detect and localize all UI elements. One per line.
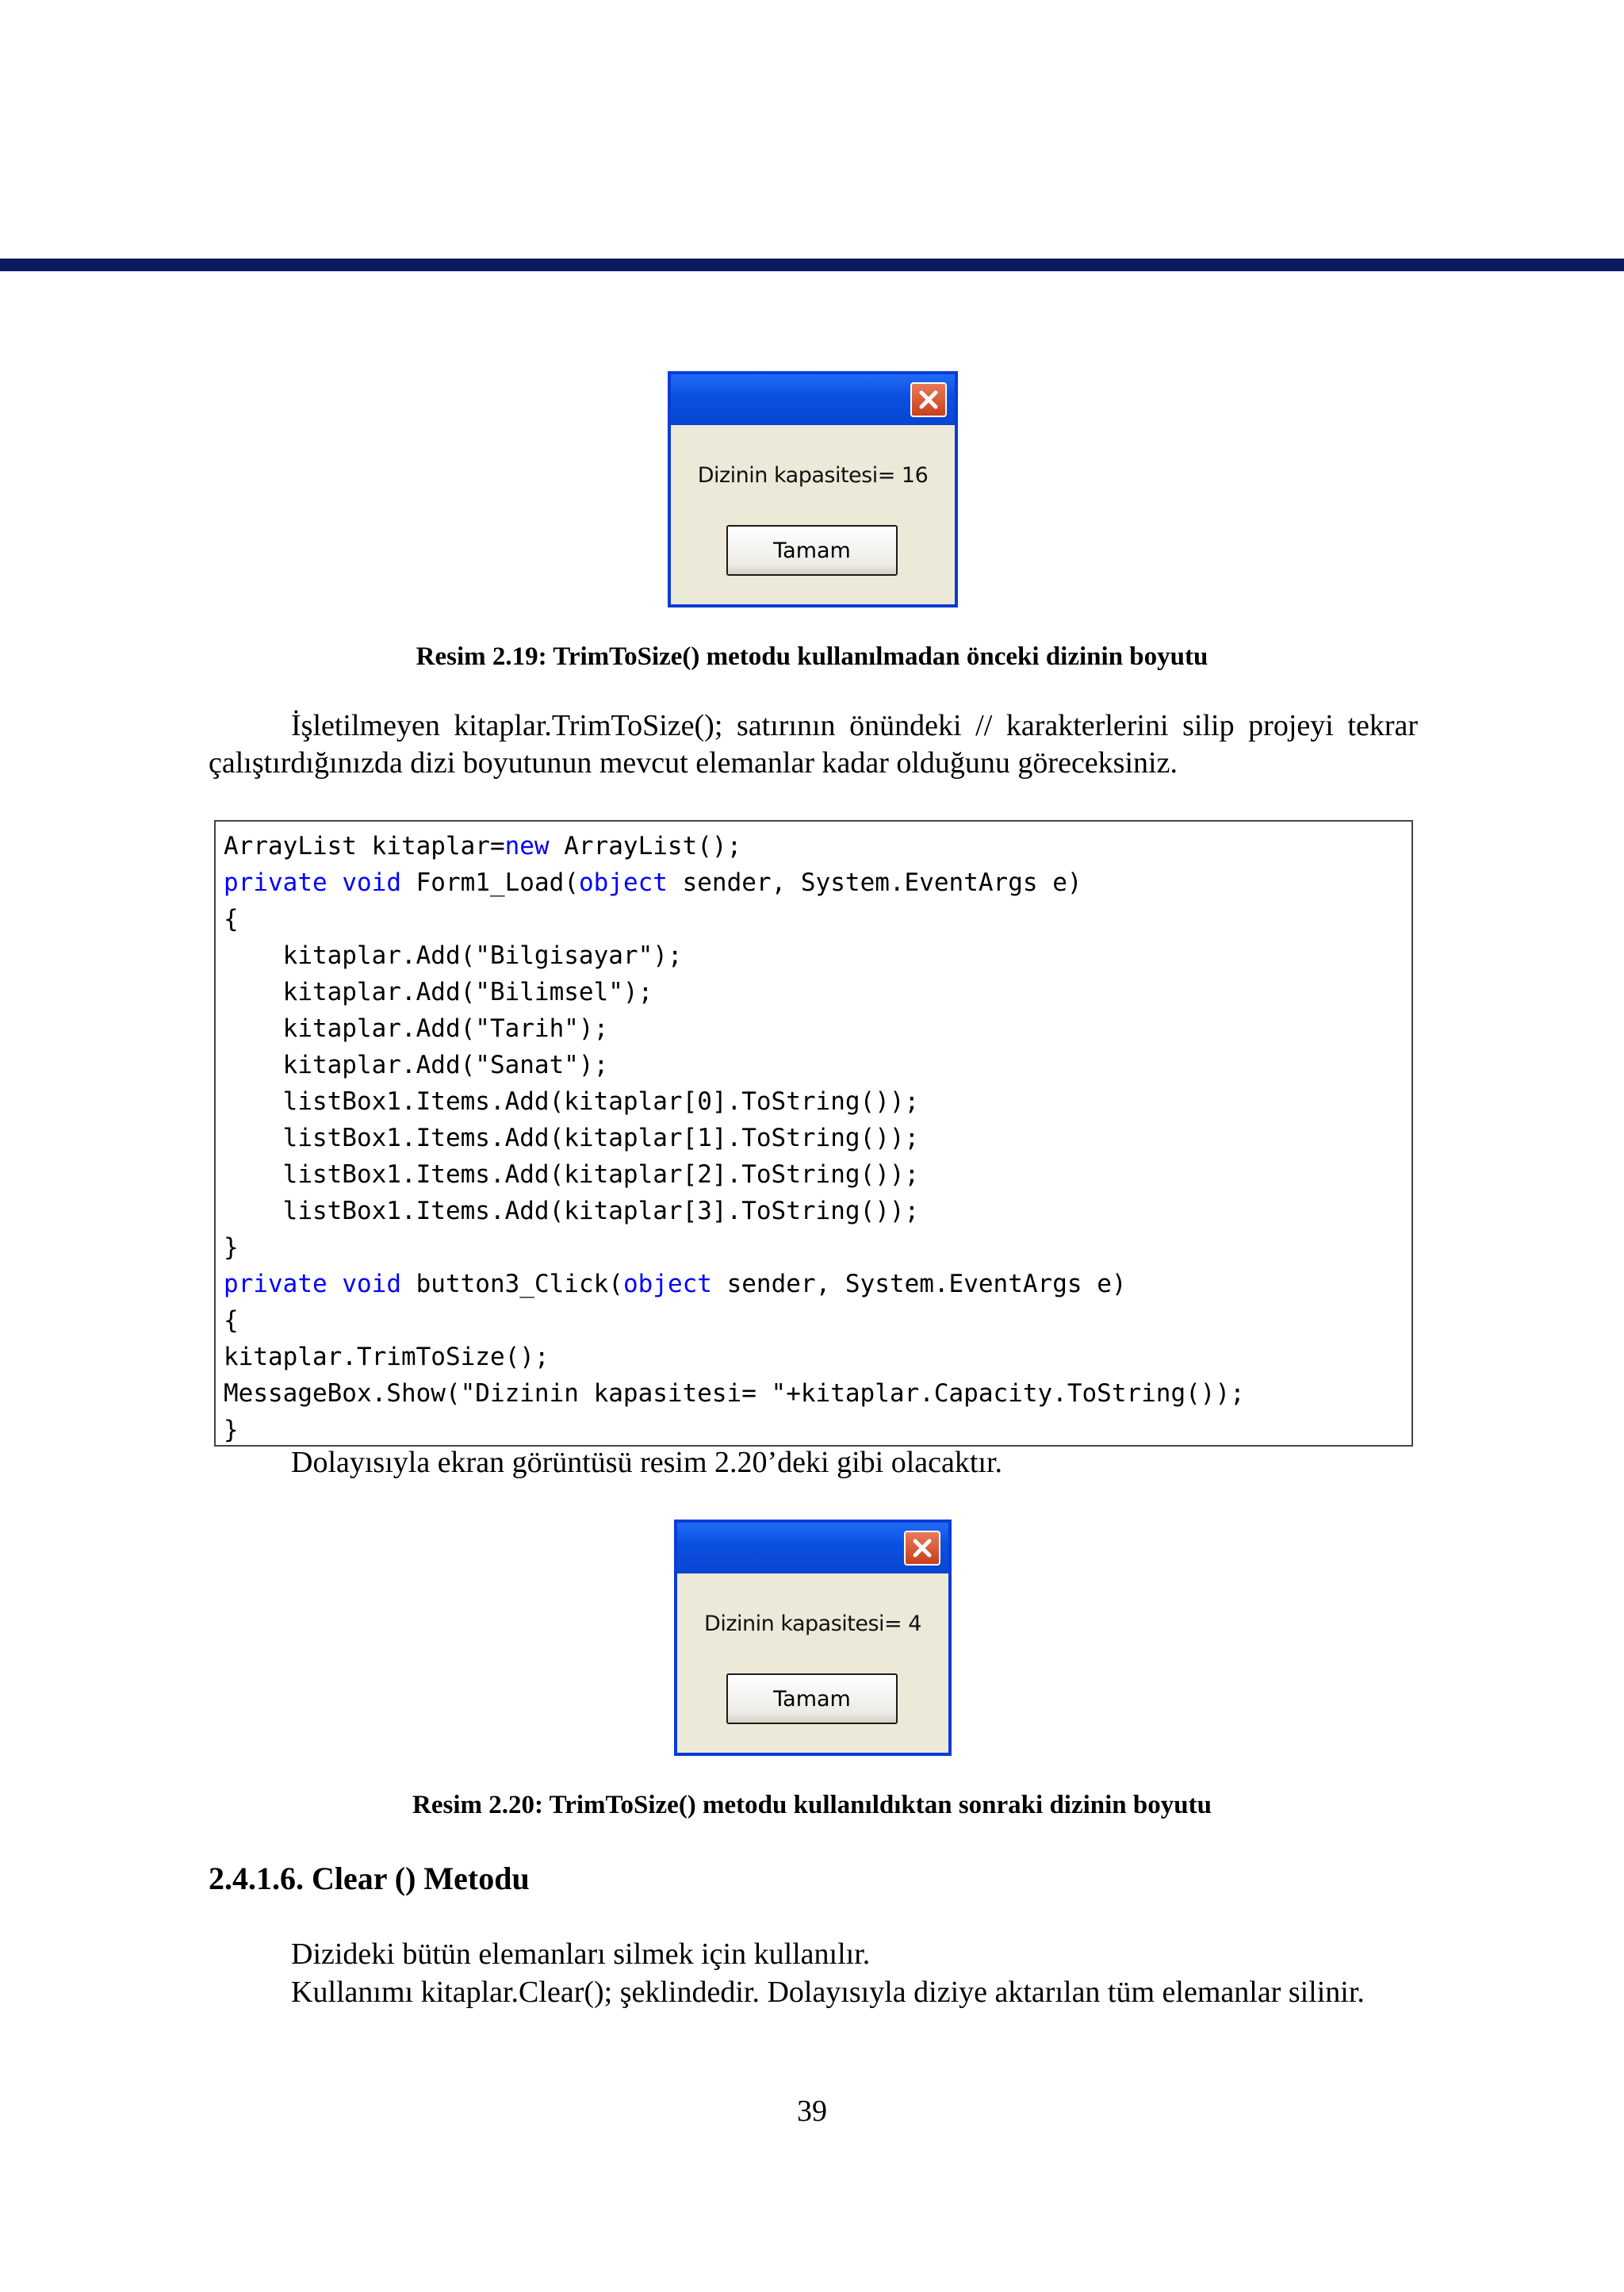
code-keyword: void [342,868,401,897]
paragraph-text: Kullanımı kitaplar.Clear(); şeklindedir. Dolayısıyla diziye aktarılan tüm elemanlar silinir. [291,1976,1365,2009]
code-text: kitaplar.Add("Bilgisayar"); [224,941,683,970]
code-text: listBox1.Items.Add(kitaplar[0].ToString()); [224,1087,920,1116]
code-keyword: void [342,1270,401,1298]
code-text: ArrayList(); [549,832,742,860]
paragraph-text: İşletilmeyen kitaplar.TrimToSize(); satırının önündeki // karakterlerini silip projeyi tekrar çalıştırdığınızda dizi boyutunun mevcut elemanlar kadar olduğunu göreceksiniz. [209,709,1418,780]
code-text [327,1270,343,1298]
code-line [224,1193,1245,1229]
code-line [224,1302,1245,1339]
ok-button[interactable]: Tamam [726,525,898,576]
code-text: { [224,1306,239,1335]
code-line [224,974,1245,1010]
code-keyword: private [224,868,327,897]
paragraph-clear-purpose: Dizideki bütün elemanları silmek için kullanılır. [291,1937,871,1971]
code-keyword: private [224,1270,327,1298]
code-line [224,828,1245,864]
code-text: MessageBox.Show("Dizinin kapasitesi= "+kitaplar.Capacity.ToString()); [224,1379,1245,1408]
dialog-titlebar[interactable] [671,374,955,425]
dialog-message: Dizinin kapasitesi= 16 [697,463,929,488]
code-text: { [224,905,239,933]
dialog-titlebar[interactable] [677,1523,948,1573]
code-block [214,820,1413,1447]
message-box-1 [668,371,958,607]
header-bar [0,259,1624,271]
code-line [224,1412,1245,1448]
code-line [224,901,1245,937]
code-text: Form1_Load( [400,868,579,897]
code-line [224,1156,1245,1193]
code-text: ArrayList kitaplar= [224,832,505,860]
page-number: 39 [797,2095,827,2128]
figure-caption-2: Resim 2.20: TrimToSize() metodu kullanıldıktan sonraki dizinin boyutu [412,1791,1212,1819]
code-line [224,1047,1245,1083]
code-text: kitaplar.TrimToSize(); [224,1343,550,1371]
code-text: } [224,1416,239,1444]
code-line [224,1266,1245,1302]
code-line [224,1010,1245,1047]
dialog-message: Dizinin kapasitesi= 4 [704,1612,921,1636]
ok-button[interactable]: Tamam [726,1673,898,1724]
code-text: button3_Click( [400,1270,623,1298]
code-line [224,1120,1245,1156]
message-box-2 [674,1520,952,1756]
close-button[interactable] [904,1531,940,1566]
code-line [224,937,1245,974]
code-line [224,1229,1245,1266]
code-text: } [224,1233,239,1262]
figure-caption-1: Resim 2.19: TrimToSize() metodu kullanılmadan önceki dizinin boyutu [416,642,1208,671]
code-text: listBox1.Items.Add(kitaplar[3].ToString()); [224,1197,920,1225]
code-line [224,1375,1245,1412]
code-listing [224,828,1245,1448]
code-line [224,864,1245,901]
code-text: listBox1.Items.Add(kitaplar[2].ToString()); [224,1160,920,1189]
code-text: sender, System.EventArgs e) [711,1270,1127,1298]
code-text: listBox1.Items.Add(kitaplar[1].ToString()); [224,1124,920,1152]
code-text [327,868,343,897]
paragraph-clear-usage [209,1974,1418,2011]
close-icon [917,388,940,412]
code-text: sender, System.EventArgs e) [667,868,1082,897]
code-text: kitaplar.Add("Sanat"); [224,1051,609,1079]
close-button[interactable] [910,382,947,417]
paragraph-result: Dolayısıyla ekran görüntüsü resim 2.20’deki gibi olacaktır. [291,1446,1003,1479]
close-icon [910,1536,934,1560]
code-line [224,1339,1245,1375]
paragraph-trim-explanation [209,707,1418,782]
code-text: kitaplar.Add("Tarih"); [224,1014,609,1043]
code-text: kitaplar.Add("Bilimsel"); [224,978,653,1006]
code-keyword: new [504,832,550,860]
code-keyword: object [622,1270,712,1298]
section-heading: 2.4.1.6. Clear () Metodu [209,1861,530,1896]
code-keyword: object [578,868,668,897]
code-line [224,1083,1245,1120]
